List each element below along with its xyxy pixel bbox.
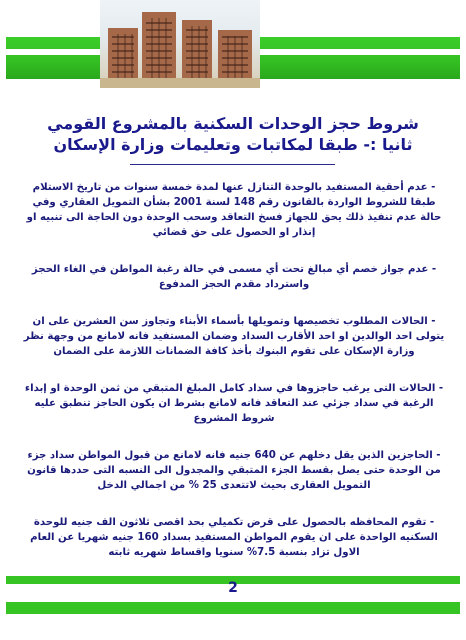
condition-paragraph: - تقوم المحافظه بالحصول على قرض تكميلي بحد اقصى ثلاثون الف جنيه للوحدة السكنيه الواحدة على ان يقوم المواطن المستفيد بسداد 160 جنيه شهريا عن العام الاول تزاد بنسبة 7.5% سنويا واقساط شهريه ثابته: [30, 517, 438, 558]
title-underline: [130, 164, 335, 165]
condition-paragraph: - الحاجزين الذين يقل دخلهم عن 640 جنيه فانه لامانع من قبول المواطن سداد جزء من الوحدة حتى يصل بقسط الجزء المتبقي والمجدول الى النسبه التى حددها قانون التمويل العقارى بحيث لاتتعدى 25 % من اجمالي الدخل: [27, 450, 441, 491]
header-buildings-image: [100, 0, 260, 88]
conditions-list: [22, 180, 446, 582]
title-line-1: شروط حجز الوحدات السكنية بالمشروع القومي: [47, 114, 419, 133]
condition-paragraph: - عدم جواز خصم أي مبالغ تحت أي مسمى في حالة رغبة المواطن في الغاء الحجز واسترداد مقدم الحجز المدفوع: [31, 264, 437, 290]
page-title: [30, 113, 436, 155]
title-line-2: ثانيا :- طبقا لمكاتبات وتعليمات وزارة الإسكان: [53, 135, 413, 154]
condition-paragraph: - الحالات التى يرغب حاجزوها في سداد كامل المبلغ المتبقي من ثمن الوحدة او إبداء الرغبة في سداد جزئي عند التعاقد فانه لامانع بشرط ان يكون الحاجز تنطبق عليه شروط المشروع: [24, 383, 444, 424]
condition-paragraph: - عدم أحقية المستفيد بالوحدة التنازل عنها لمدة خمسة سنوات من تاريخ الاستلام طبقا للشروط الواردة بالقانون رقم 148 لسنة 2001 بشأن التمويل العقاري وفي حالة عدم تنفيذ ذلك يحق للجهاز فسخ التعاقد وسحب الوحدة دون الحاجة الى تنبيه او إنذار او الحصول على حق قضائي: [26, 182, 442, 238]
page-number: 2: [228, 580, 238, 596]
condition-paragraph: - الحالات المطلوب تخصيصها وتمويلها بأسماء الأبناء وتجاوز سن العشرين على ان يتولى احد الوالدين او احد الأقارب السداد وضمان المستفيد فانه لامانع من وجهة نظر وزارة الإسكان على تقوم البنوك بأخذ كافة الضمانات اللازمة على الضمان: [23, 316, 445, 357]
